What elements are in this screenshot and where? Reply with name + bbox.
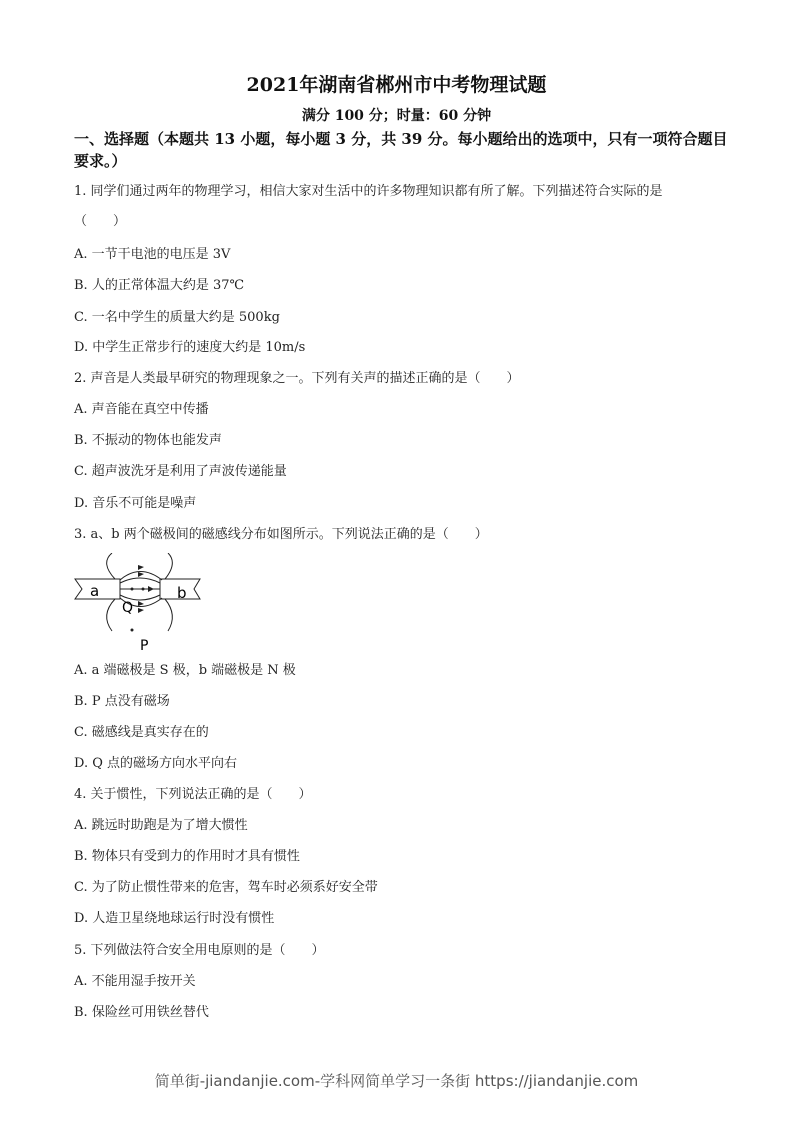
question-3: 3. a、b 两个磁极间的磁感线分布如图所示。下列说法正确的是（ ）: [74, 527, 488, 542]
q4-option-a: A. 跳远时助跑是为了增大惯性: [74, 818, 248, 833]
q3-option-c: C. 磁感线是真实存在的: [74, 725, 209, 740]
q2-option-a: A. 声音能在真空中传播: [74, 402, 209, 417]
exam-subtitle: 满分 100 分；时量：60 分钟: [301, 108, 492, 124]
magnetic-field-figure: [70, 553, 210, 653]
question-5: 5. 下列做法符合安全用电原则的是（ ）: [74, 943, 325, 958]
question-2: 2. 声音是人类最早研究的物理现象之一。下列有关声的描述正确的是（ ）: [74, 371, 520, 386]
exam-title: 2021年湖南省郴州市中考物理试题: [246, 74, 547, 96]
figure-label-b: b: [177, 584, 187, 602]
q3-option-d: D. Q 点的磁场方向水平向右: [74, 756, 238, 771]
footer-watermark: 简单街-jiandanjie.com-学科网简单学习一条街 https://jiandanjie.com: [154, 1072, 639, 1090]
q2-option-d: D. 音乐不可能是噪声: [74, 496, 197, 511]
q2-option-b: B. 不振动的物体也能发声: [74, 433, 222, 448]
q5-option-b: B. 保险丝可用铁丝替代: [74, 1005, 209, 1020]
q4-option-d: D. 人造卫星绕地球运行时没有惯性: [74, 911, 275, 926]
q1-option-b: B. 人的正常体温大约是 37℃: [74, 278, 245, 293]
q1-option-a: A. 一节干电池的电压是 3V: [74, 247, 231, 262]
q1-option-c: C. 一名中学生的质量大约是 500kg: [74, 310, 280, 325]
figure-label-q: Q: [122, 600, 134, 616]
question-1: 1. 同学们通过两年的物理学习，相信大家对生活中的许多物理知识都有所了解。下列描述符合实际的是: [74, 184, 663, 199]
question-4: 4. 关于惯性，下列说法正确的是（ ）: [74, 787, 312, 802]
figure-label-p: P: [140, 638, 149, 653]
q4-option-c: C. 为了防止惯性带来的危害，驾车时必须系好安全带: [74, 880, 378, 895]
q4-option-b: B. 物体只有受到力的作用时才具有惯性: [74, 849, 300, 864]
question-1-bracket: （ ）: [74, 214, 127, 229]
q3-option-a: A. a 端磁极是 S 极，b 端磁极是 N 极: [74, 663, 296, 678]
q3-option-b: B. P 点没有磁场: [74, 694, 170, 709]
figure-label-a: a: [90, 582, 100, 600]
q5-option-a: A. 不能用湿手按开关: [74, 974, 196, 989]
q2-option-c: C. 超声波洗牙是利用了声波传递能量: [74, 464, 287, 479]
section-heading: 一、选择题（本题共 13 小题，每小题 3 分，共 39 分。每小题给出的选项中，只有一项符合题目要求。）: [74, 130, 728, 170]
q1-option-d: D. 中学生正常步行的速度大约是 10m/s: [74, 340, 306, 355]
